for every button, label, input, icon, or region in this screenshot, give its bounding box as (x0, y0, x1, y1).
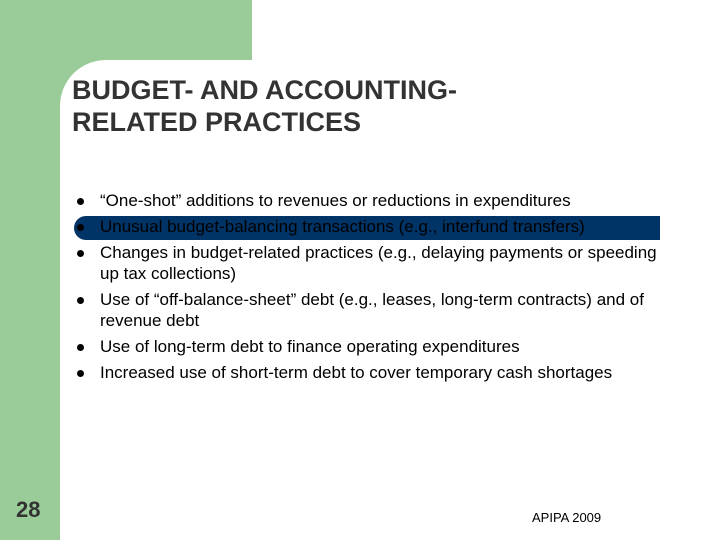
bullet-text: Increased use of short-term debt to cover temporary cash shortages (100, 363, 613, 382)
slide-number: 28 (16, 497, 41, 522)
bullet-text: Unusual budget-balancing transactions (e.g., interfund transfers) (100, 217, 585, 236)
bullet-item (74, 289, 674, 331)
bullet-dot-icon (77, 297, 84, 304)
bullet-text: Use of long-term debt to finance operating expenditures (100, 337, 520, 356)
slide-title (72, 74, 632, 138)
bullet-text: Changes in budget-related practices (e.g., delaying payments or speeding up tax collections) (100, 243, 657, 283)
bullet-item (74, 190, 674, 211)
bullet-item (74, 242, 674, 284)
bullet-dot-icon (77, 224, 84, 231)
slide-title-line-1: BUDGET- AND ACCOUNTING- (72, 75, 457, 105)
slide-title-line-2: RELATED PRACTICES (72, 107, 362, 137)
bullet-dot-icon (77, 198, 84, 205)
footer-text: APIPA 2009 (532, 510, 602, 525)
bullet-text: Use of “off-balance-sheet” debt (e.g., leases, long-term contracts) and of revenue debt (100, 290, 644, 330)
bullet-dot-icon (77, 250, 84, 257)
bullet-dot-icon (77, 370, 84, 377)
bullet-item (74, 362, 674, 383)
bullet-item (74, 216, 674, 237)
bullet-text: “One-shot” additions to revenues or reductions in expenditures (100, 191, 571, 210)
bullet-dot-icon (77, 344, 84, 351)
bullet-item (74, 336, 674, 357)
bullet-list (74, 190, 674, 388)
